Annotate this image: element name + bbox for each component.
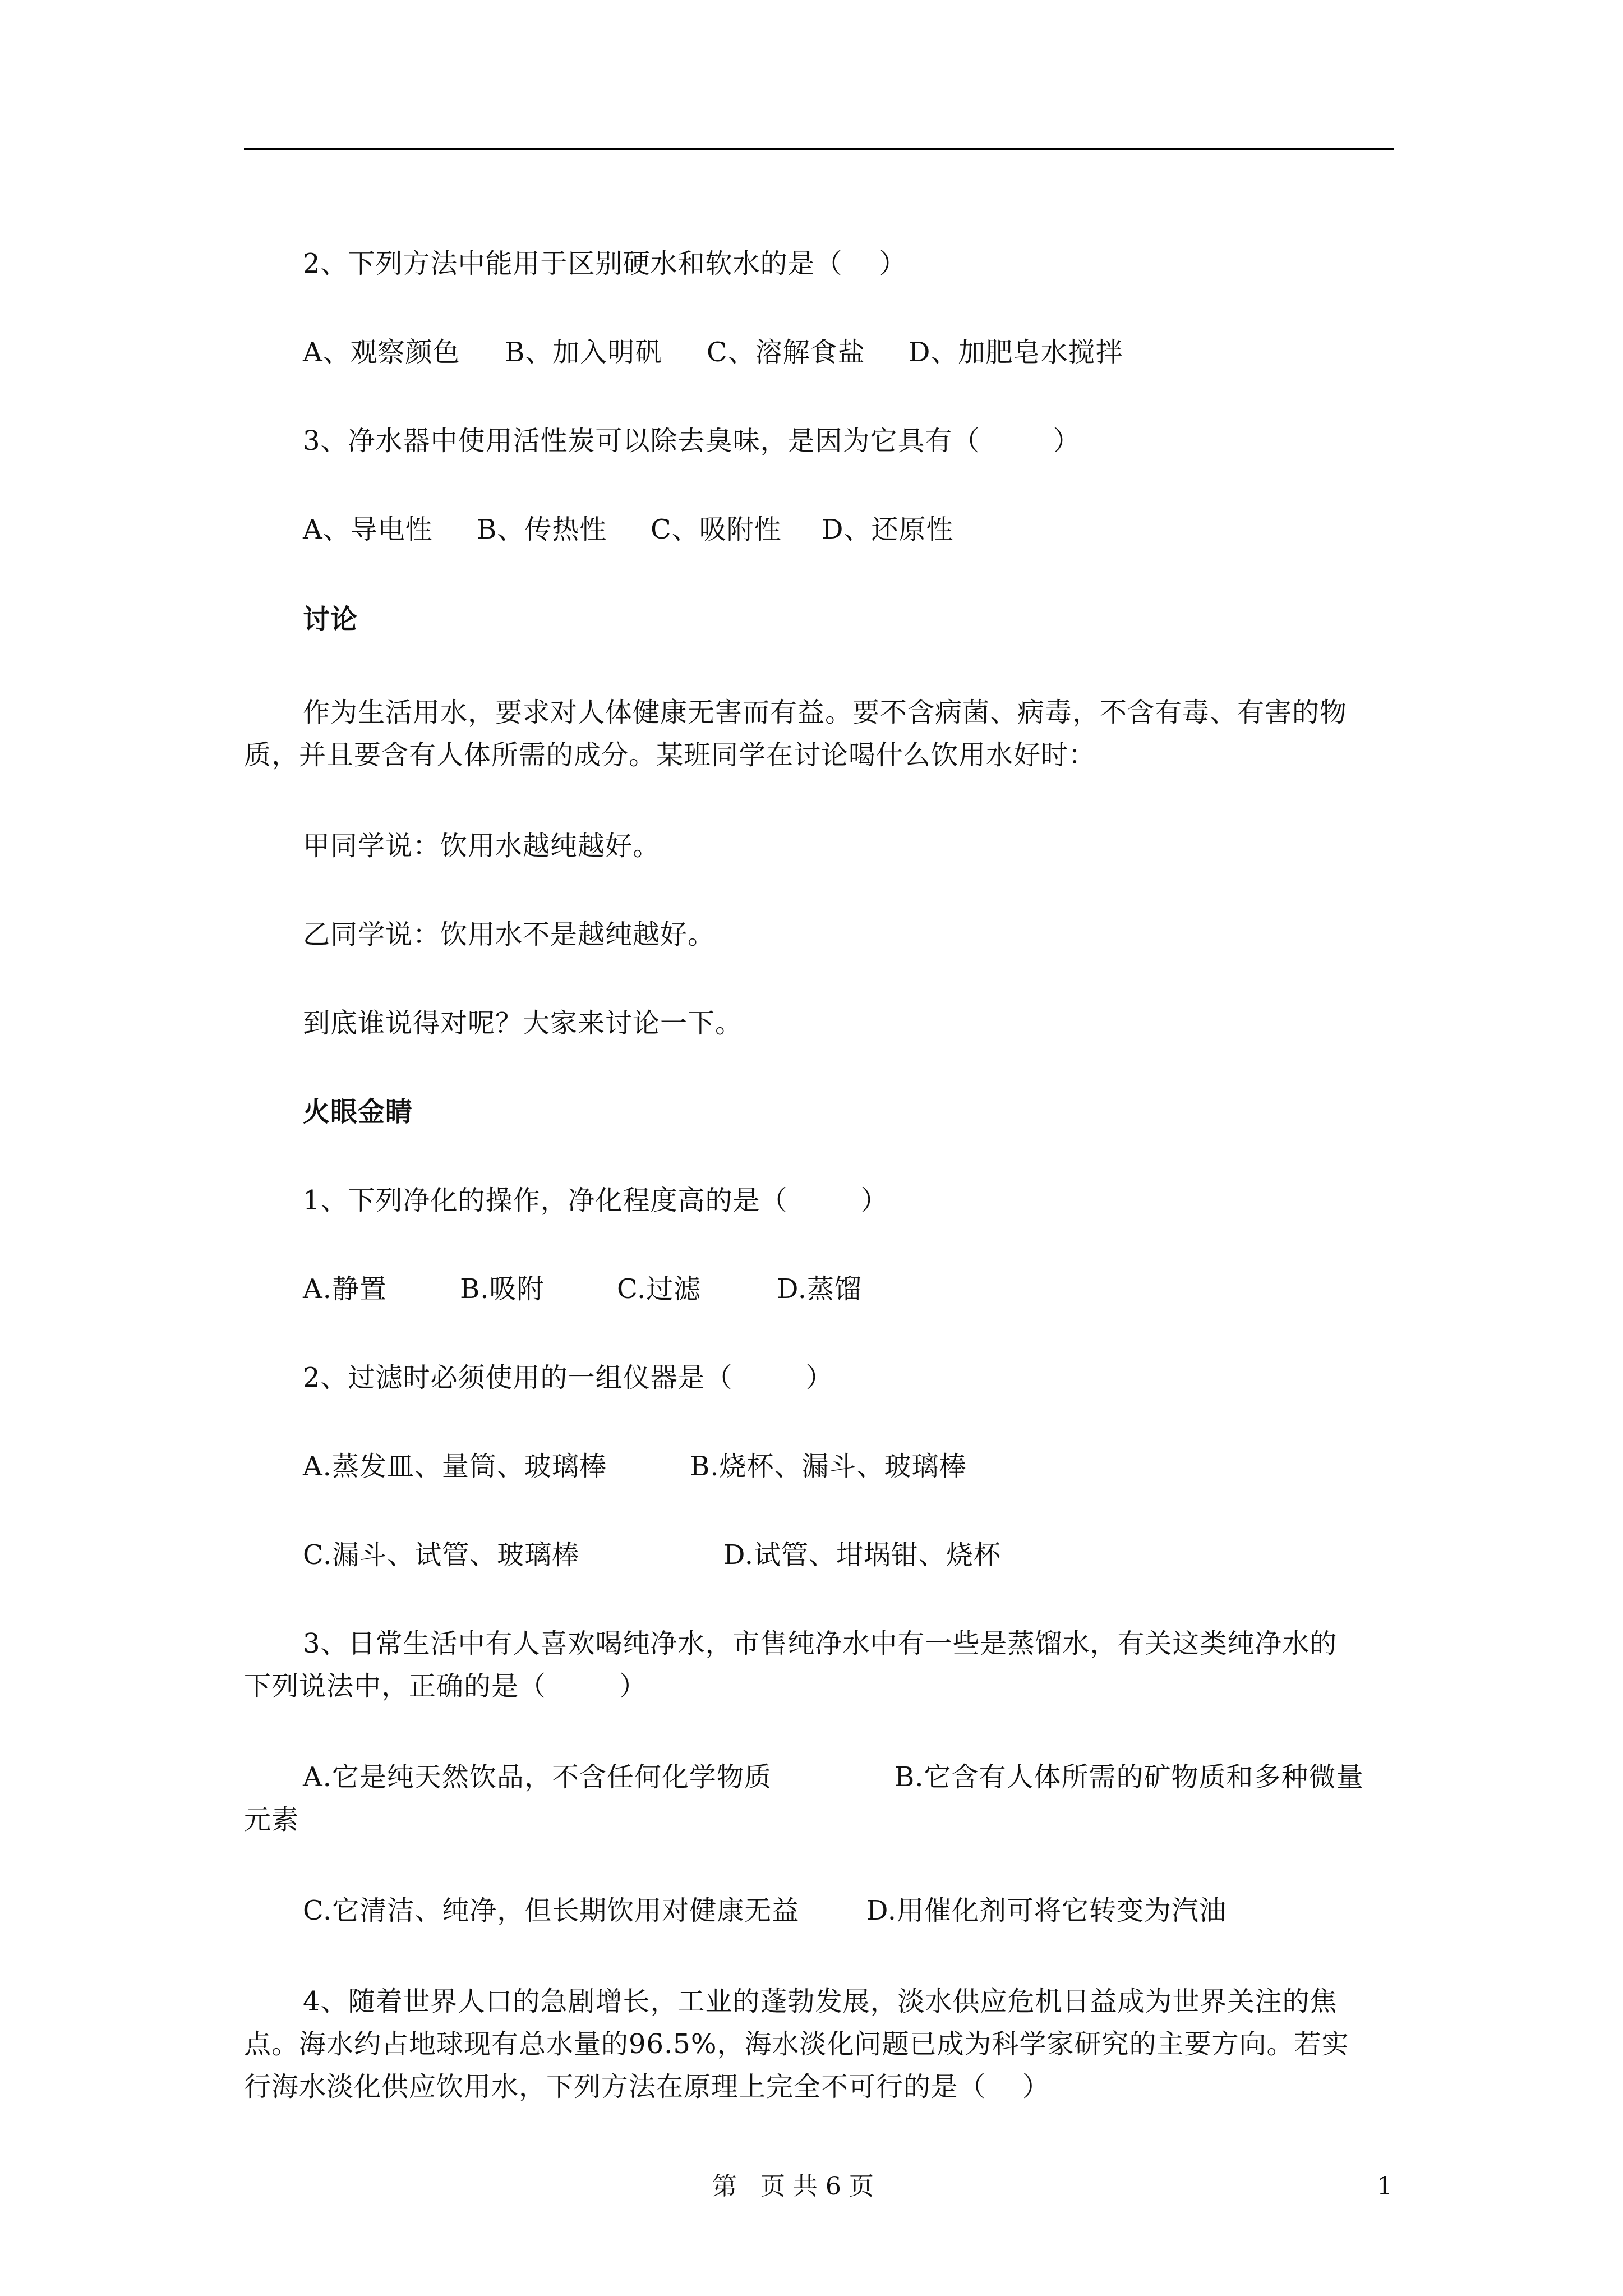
discussion-closing: 到底谁说得对呢？大家来讨论一下。	[303, 1007, 743, 1039]
question-3-option-c: C、吸附性	[651, 514, 782, 545]
quiz-question-3-option-a: A.它是纯天然饮品，不含任何化学物质	[303, 1761, 772, 1793]
question-3-option-a: A、导电性	[303, 514, 433, 545]
question-3-option-d: D、还原性	[822, 514, 954, 545]
quiz-heading: 火眼金睛	[303, 1096, 413, 1128]
quiz-question-2-option-c: C.漏斗、试管、玻璃棒	[303, 1539, 580, 1571]
quiz-question-2-option-d: D.试管、坩埚钳、烧杯	[723, 1539, 1002, 1571]
quiz-question-3-stem-line-1: 3、日常生活中有人喜欢喝纯净水，市售纯净水中有一些是蒸馏水，有关这类纯净水的	[303, 1628, 1338, 1659]
quiz-question-4-line-2: 点。海水约占地球现有总水量的96.5%，海水淡化问题已成为科学家研究的主要方向。若实	[244, 2028, 1349, 2060]
page-number: 1	[1377, 2172, 1393, 2201]
discussion-paragraph-line-1: 作为生活用水，要求对人体健康无害而有益。要不含病菌、病毒，不含有毒、有害的物	[303, 697, 1348, 728]
question-2-option-c: C、溶解食盐	[707, 337, 865, 368]
quiz-question-4-line-3: 行海水淡化供应饮用水，下列方法在原理上完全不可行的是（ ）	[244, 2071, 1050, 2102]
discussion-heading: 讨论	[303, 604, 358, 635]
quiz-question-2-option-a: A.蒸发皿、量筒、玻璃棒	[303, 1451, 607, 1482]
quiz-question-3-option-c: C.它清洁、纯净，但长期饮用对健康无益	[303, 1895, 800, 1926]
page-footer: 第 页 共 6 页	[712, 2172, 874, 2201]
quiz-question-2-stem: 2、过滤时必须使用的一组仪器是（ ）	[303, 1362, 833, 1393]
quiz-question-1-stem: 1、下列净化的操作，净化程度高的是（ ）	[303, 1185, 888, 1216]
discussion-student-jia: 甲同学说：饮用水越纯越好。	[303, 830, 661, 862]
question-2-stem: 2、下列方法中能用于区别硬水和软水的是（ ）	[303, 248, 907, 279]
question-2-option-a: A、观察颜色	[303, 337, 460, 368]
discussion-paragraph-line-2: 质，并且要含有人体所需的成分。某班同学在讨论喝什么饮用水好时：	[244, 739, 1096, 771]
quiz-question-1-option-d: D.蒸馏	[777, 1273, 863, 1305]
quiz-question-1-option-b: B.吸附	[460, 1273, 545, 1305]
question-2-option-b: B、加入明矾	[505, 337, 663, 368]
quiz-question-1-option-a: A.静置	[303, 1273, 387, 1305]
quiz-question-1-option-c: C.过滤	[617, 1273, 702, 1305]
discussion-student-yi: 乙同学说：饮用水不是越纯越好。	[303, 919, 716, 950]
header-rule	[244, 148, 1394, 150]
quiz-question-3-stem-line-2: 下列说法中，正确的是（ ）	[244, 1671, 647, 1702]
quiz-question-2-option-b: B.烧杯、漏斗、玻璃棒	[690, 1451, 967, 1482]
quiz-question-3-option-b: B.它含有人体所需的矿物质和多种微量	[895, 1761, 1364, 1793]
quiz-question-3-option-b-continued: 元素	[244, 1804, 299, 1835]
quiz-question-3-option-d: D.用催化剂可将它转变为汽油	[866, 1895, 1227, 1926]
question-3-stem: 3、净水器中使用活性炭可以除去臭味，是因为它具有（ ）	[303, 425, 1081, 457]
quiz-question-4-line-1: 4、随着世界人口的急剧增长，工业的蓬勃发展，淡水供应危机日益成为世界关注的焦	[303, 1986, 1338, 2017]
question-2-option-d: D、加肥皂水搅拌	[909, 337, 1123, 368]
question-3-option-b: B、传热性	[477, 514, 607, 545]
